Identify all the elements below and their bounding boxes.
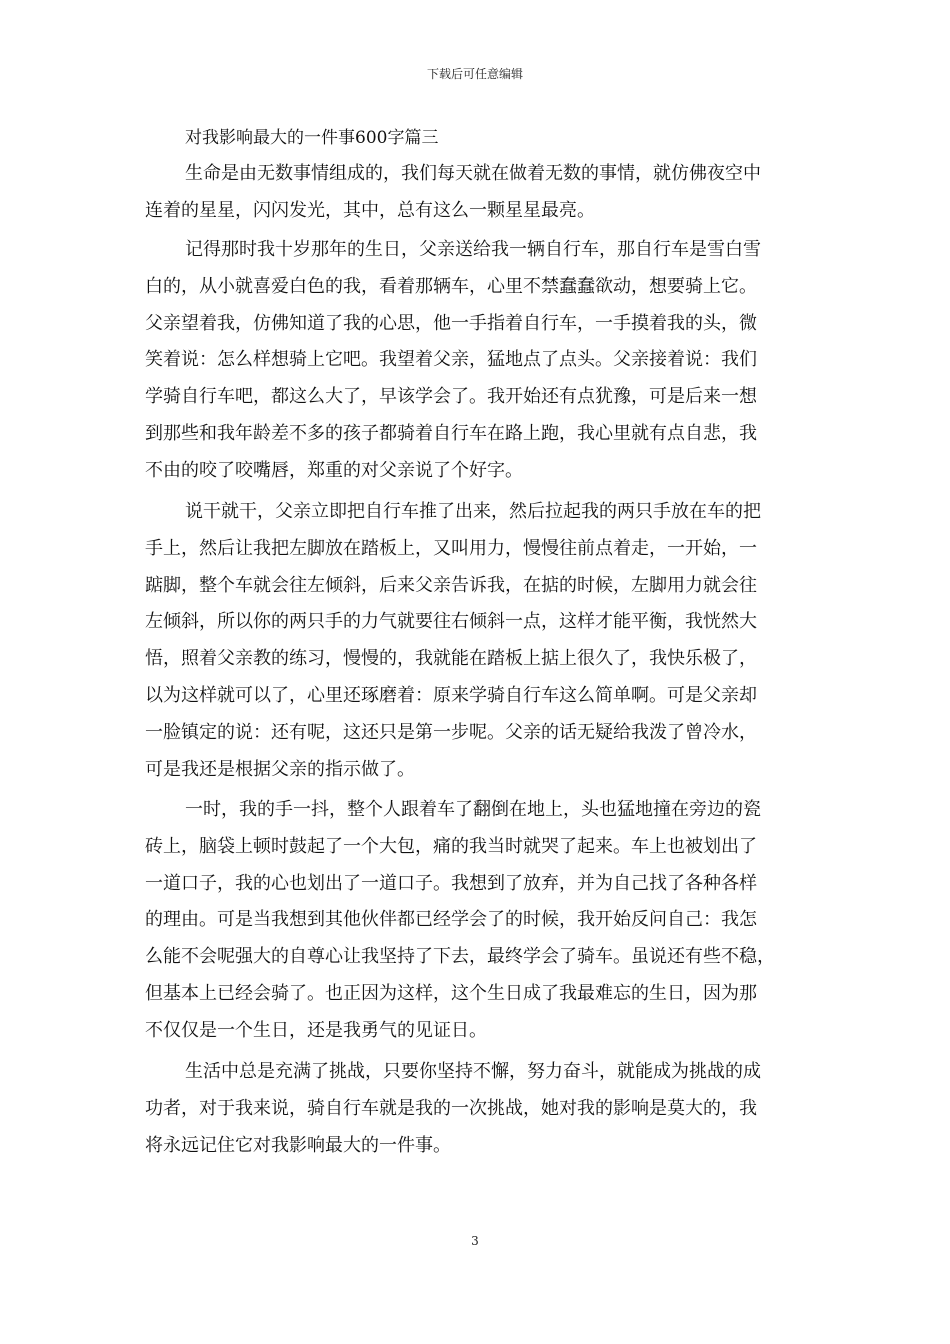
paragraph-5 [145,1054,825,1164]
text-line: 可是我还是根据父亲的指示做了。 [145,758,415,780]
paragraph-2 [145,232,825,490]
text-line: 悟，照着父亲教的练习，慢慢的，我就能在踏板上掂上很久了，我快乐极了， [145,648,757,670]
text-line: 连着的星星，闪闪发光，其中，总有这么一颗星星最亮。 [145,199,595,221]
text-line: 笑着说：怎么样想骑上它吧。我望着父亲，猛地点了点头。父亲接着说：我们 [145,349,757,371]
text-line: 以为这样就可以了，心里还琢磨着：原来学骑自行车这么简单啊。可是父亲却 [145,684,757,706]
paragraph-3 [145,494,825,788]
text-line: 说干就干，父亲立即把自行车推了出来，然后拉起我的两只手放在车的把 [185,501,761,522]
text-line: 么能不会呢强大的自尊心让我坚持了下去，最终学会了骑车。虽说还有些不稳， [145,946,775,968]
page-header: 下载后可任意编辑 [426,67,523,81]
text-line: 记得那时我十岁那年的生日，父亲送给我一辆自行车，那自行车是雪白雪 [185,239,761,260]
text-line: 生活中总是充满了挑战，只要你坚持不懈，努力奋斗，就能成为挑战的成 [185,1061,761,1082]
text-line: 踮脚，整个车就会往左倾斜，后来父亲告诉我，在掂的时候，左脚用力就会往 [145,574,757,596]
text-line: 砖上，脑袋上顿时鼓起了一个大包，痛的我当时就哭了起来。车上也被划出了 [145,835,757,857]
text-line: 的理由。可是当我想到其他伙伴都已经学会了的时候，我开始反问自己：我怎 [145,909,757,931]
text-line: 白的，从小就喜爱白色的我，看着那辆车，心里不禁蠢蠢欲动，想要骑上它。 [145,275,757,297]
paragraph-1 [145,156,825,230]
text-line: 但基本上已经会骑了。也正因为这样，这个生日成了我最难忘的生日，因为那 [145,982,757,1004]
text-line: 学骑自行车吧，都这么大了，早该学会了。我开始还有点犹豫，可是后来一想 [145,386,757,408]
text-line: 将永远记住它对我影响最大的一件事。 [145,1134,451,1156]
text-line: 一脸镇定的说：还有呢，这还只是第一步呢。父亲的话无疑给我泼了曾冷水， [145,721,757,743]
text-line: 功者，对于我来说，骑自行车就是我的一次挑战，她对我的影响是莫大的，我 [145,1097,757,1119]
text-line: 一时，我的手一抖，整个人跟着车了翻倒在地上，头也猛地撞在旁边的瓷 [185,799,761,820]
text-line: 左倾斜，所以你的两只手的力气就要往右倾斜一点，这样才能平衡，我恍然大 [145,611,757,633]
text-line: 父亲望着我，仿佛知道了我的心思，他一手指着自行车，一手摸着我的头，微 [145,312,757,334]
text-line: 不由的咬了咬嘴唇，郑重的对父亲说了个好字。 [145,459,523,481]
text-line: 到那些和我年龄差不多的孩子都骑着自行车在路上跑，我心里就有点自悲，我 [145,422,757,444]
text-line: 手上，然后让我把左脚放在踏板上，又叫用力，慢慢往前点着走，一开始，一 [145,537,757,559]
text-line: 不仅仅是一个生日，还是我勇气的见证日。 [145,1019,487,1041]
paragraph-4 [145,792,825,1050]
text-line: 生命是由无数事情组成的，我们每天就在做着无数的事情，就仿佛夜空中 [185,163,761,184]
page-number: 3 [471,1234,479,1248]
text-line: 一道口子，我的心也划出了一道口子。我想到了放弃，并为自己找了各种各样 [145,872,757,894]
document-title: 对我影响最大的一件事600字篇三 [185,128,439,148]
